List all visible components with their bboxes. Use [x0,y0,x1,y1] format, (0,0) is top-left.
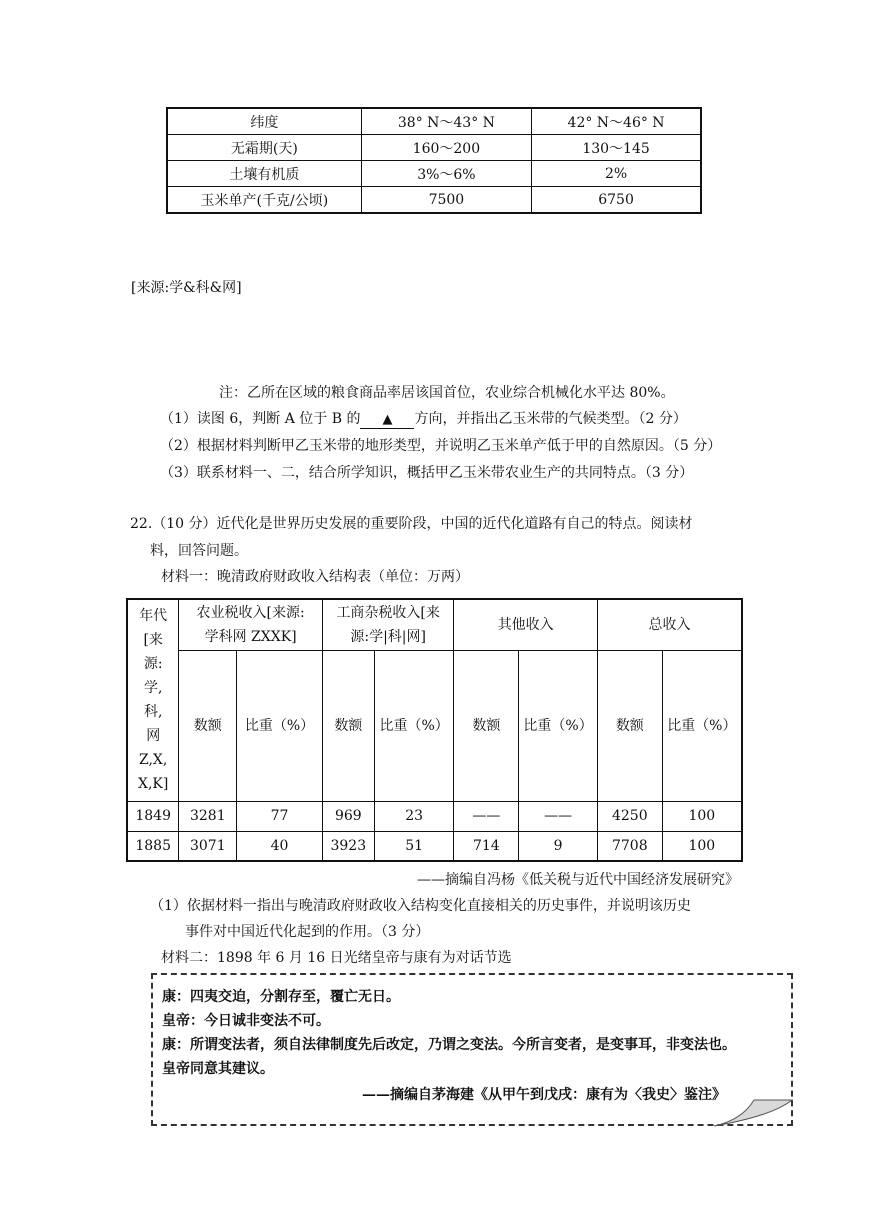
table-cell: 23 [374,801,454,831]
table-cell: 纬度 [167,108,361,135]
table-cell: 1885 [127,831,179,861]
table-cell: 玉米单产(千克/公顷) [167,187,361,214]
year-header [128,604,178,796]
table-row [167,187,701,214]
question-2: （2）根据材料判断甲乙玉米带的地形类型，并说明乙玉米单产低于甲的自然原因。（5 分） [160,438,722,454]
table-cell: 714 [454,831,519,861]
answer-blank: ▲ [360,412,414,429]
table-cell: 969 [322,801,374,831]
table-row [167,135,701,161]
table-row [167,161,701,187]
sub-header-amount: 数额 [179,650,237,801]
material-2-title: 材料二：1898 年 6 月 16 日光绪皇帝与康有为对话节选 [161,950,512,966]
sub-header-amount: 数额 [597,650,662,801]
table-cell: 3071 [179,831,237,861]
note-text: 注：乙所在区域的粮食商品率居该国首位，农业综合机械化水平达 80%。 [219,385,675,401]
table-cell: 1849 [127,801,179,831]
table-cell: 160～200 [361,135,531,161]
question-22-1-line2: 事件对中国近代化起到的作用。（3 分） [185,924,430,940]
table-cell: 100 [662,831,742,861]
sub-header-amount: 数额 [322,650,374,801]
dialog-source: ——摘编自茅海建《从甲午到戊戌：康有为〈我史〉鉴注》 [362,1087,726,1103]
table-cell: 42° N～46° N [532,108,701,135]
question-22-line1: 22.（10 分）近代化是世界历史发展的重要阶段，中国的近代化道路有自己的特点。阅读材 [130,516,693,532]
table-cell: 40 [237,831,323,861]
dialog-line: 皇帝同意其建议。 [162,1061,274,1077]
question-1 [160,408,687,429]
sub-header-ratio: 比重（%） [519,650,598,801]
table-cell: 100 [662,801,742,831]
table-cell: 3923 [322,831,374,861]
table-row [167,108,701,135]
table-cell: 2% [532,161,701,187]
dialog-line: 皇帝：今日诚非变法不可。 [162,1013,330,1029]
sub-header-ratio: 比重（%） [662,650,742,801]
year-header-line: 学, [143,680,163,697]
table-cell: 130～145 [532,135,701,161]
material-1-title: 材料一：晚清政府财政收入结构表（单位：万两） [161,569,469,585]
commerce-tax-header-line2: 源:学|科|网] [350,628,426,645]
question-22-line2: 料，回答问题。 [150,543,248,559]
other-income-header: 其他收入 [454,599,597,650]
year-header-line: 源: [143,656,163,673]
table-cell: 4250 [597,801,662,831]
commerce-tax-header [322,599,454,650]
table-cell: 3%～6% [361,161,531,187]
agri-tax-header [179,599,323,650]
year-header-line: 科, [143,704,163,721]
question-1-prefix: （1）读图 6，判断 A 位于 B 的 [160,411,361,427]
year-header-line: 年代 [139,608,168,625]
sub-header-ratio: 比重（%） [374,650,454,801]
table-cell: 土壤有机质 [167,161,361,187]
dialog-line: 康：四夷交迫，分割存至，覆亡无日。 [162,989,400,1005]
question-3: （3）联系材料一、二，结合所学知识，概括甲乙玉米带农业生产的共同特点。（3 分） [160,465,694,481]
table-cell: —— [519,801,598,831]
year-header-line: Z,X, [139,752,168,769]
table-row [127,801,742,831]
year-header-cell [127,599,179,801]
source-tag: [来源:学&科&网] [131,280,242,296]
year-header-line: 网 [146,728,161,745]
question-22-1-line1: （1）依据材料一指出与晚清政府财政收入结构变化直接相关的历史事件，并说明该历史 [150,898,691,914]
agri-tax-header-line2: 学科网 ZXXK] [204,628,297,645]
table-cell: 7708 [597,831,662,861]
table-2-source: ——摘编自冯杨《低关税与近代中国经济发展研究》 [417,872,739,888]
agri-tax-header-line1: 农业税收入[来源: [196,604,305,621]
question-1-suffix: 方向，并指出乙玉米带的气候类型。（2 分） [414,411,687,427]
climate-comparison-table [166,107,702,214]
table-cell: 51 [374,831,454,861]
table-row [127,831,742,861]
total-income-header: 总收入 [597,599,742,650]
page-curl-icon [712,1098,796,1128]
table-cell: 6750 [532,187,701,214]
table-cell: 7500 [361,187,531,214]
table-cell: 38° N～43° N [361,108,531,135]
table-cell: 无霜期(天) [167,135,361,161]
commerce-tax-header-line1: 工商杂税收入[来 [336,604,440,621]
year-header-line: [来 [143,632,163,649]
year-header-line: X,K] [138,776,169,793]
table-cell: 77 [237,801,323,831]
fiscal-revenue-table [126,598,743,862]
sub-header-ratio: 比重（%） [237,650,323,801]
table-cell: —— [454,801,519,831]
table-cell: 9 [519,831,598,861]
table-cell: 3281 [179,801,237,831]
sub-header-amount: 数额 [454,650,519,801]
dialog-line: 康：所谓变法者，须自法律制度先后改定，乃谓之变法。今所言变者，是变事耳，非变法也。 [162,1037,736,1053]
